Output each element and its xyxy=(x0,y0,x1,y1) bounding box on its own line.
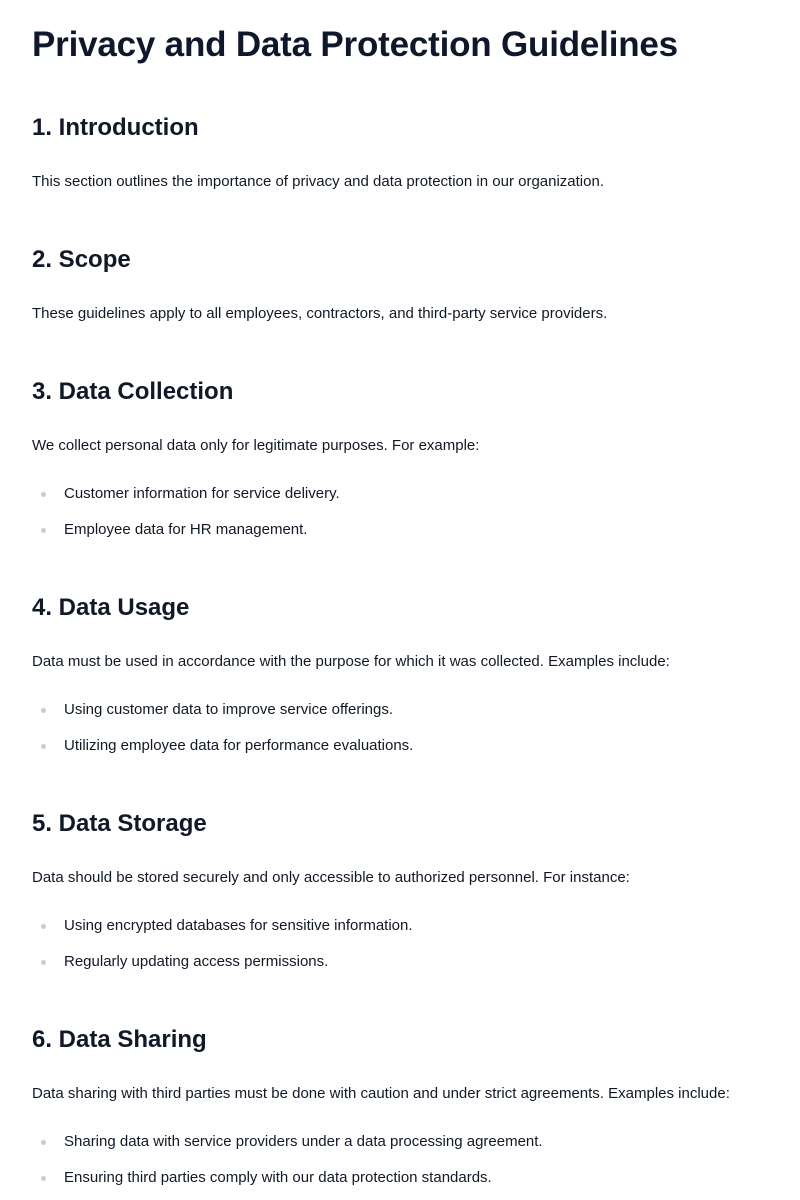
section-paragraph: Data sharing with third parties must be done with caution and under strict agreements. Examples include: xyxy=(32,1085,730,1102)
section-paragraph: Data should be stored securely and only accessible to authorized personnel. For instance: xyxy=(32,869,630,886)
section-scope xyxy=(32,245,607,324)
list-item-text: Employee data for HR management. xyxy=(64,521,308,538)
list-item xyxy=(32,916,630,936)
list-item-text: Utilizing employee data for performance evaluations. xyxy=(64,737,414,754)
bullet-icon xyxy=(41,924,46,929)
bullet-icon xyxy=(41,744,46,749)
list-item xyxy=(32,952,630,972)
list-item xyxy=(32,1168,730,1188)
bullet-icon xyxy=(41,528,46,533)
bullet-list xyxy=(32,916,630,972)
bullet-list xyxy=(32,1132,730,1188)
list-item-text: Sharing data with service providers under a data processing agreement. xyxy=(64,1133,543,1150)
section-heading: 5. Data Storage xyxy=(32,810,207,837)
section-heading: 2. Scope xyxy=(32,246,131,273)
section-heading: 4. Data Usage xyxy=(32,594,190,621)
list-item xyxy=(32,736,670,756)
bullet-icon xyxy=(41,492,46,497)
list-item-text: Regularly updating access permissions. xyxy=(64,953,329,970)
list-item-text: Customer information for service delivery. xyxy=(64,485,340,502)
section-data-collection xyxy=(32,377,479,540)
section-heading: 1. Introduction xyxy=(32,114,199,141)
section-data-storage xyxy=(32,809,630,972)
section-paragraph: Data must be used in accordance with the purpose for which it was collected. Examples include: xyxy=(32,653,670,670)
list-item xyxy=(32,1132,730,1152)
list-item xyxy=(32,484,479,504)
bullet-list xyxy=(32,484,479,540)
section-introduction xyxy=(32,113,604,192)
list-item-text: Using customer data to improve service offerings. xyxy=(64,701,394,718)
bullet-icon xyxy=(41,1176,46,1181)
bullet-icon xyxy=(41,960,46,965)
section-paragraph: We collect personal data only for legitimate purposes. For example: xyxy=(32,437,480,454)
list-item-text: Using encrypted databases for sensitive information. xyxy=(64,917,413,934)
section-paragraph: These guidelines apply to all employees, contractors, and third-party service providers. xyxy=(32,305,608,322)
page-title: Privacy and Data Protection Guidelines xyxy=(32,25,678,64)
list-item xyxy=(32,700,670,720)
section-heading: 3. Data Collection xyxy=(32,378,234,405)
bullet-list xyxy=(32,700,670,756)
list-item-text: Ensuring third parties comply with our data protection standards. xyxy=(64,1169,492,1186)
bullet-icon xyxy=(41,708,46,713)
list-item xyxy=(32,520,479,540)
section-data-sharing xyxy=(32,1025,730,1188)
bullet-icon xyxy=(41,1140,46,1145)
section-paragraph: This section outlines the importance of privacy and data protection in our organization. xyxy=(32,173,604,190)
section-heading: 6. Data Sharing xyxy=(32,1026,207,1053)
section-data-usage xyxy=(32,593,670,756)
